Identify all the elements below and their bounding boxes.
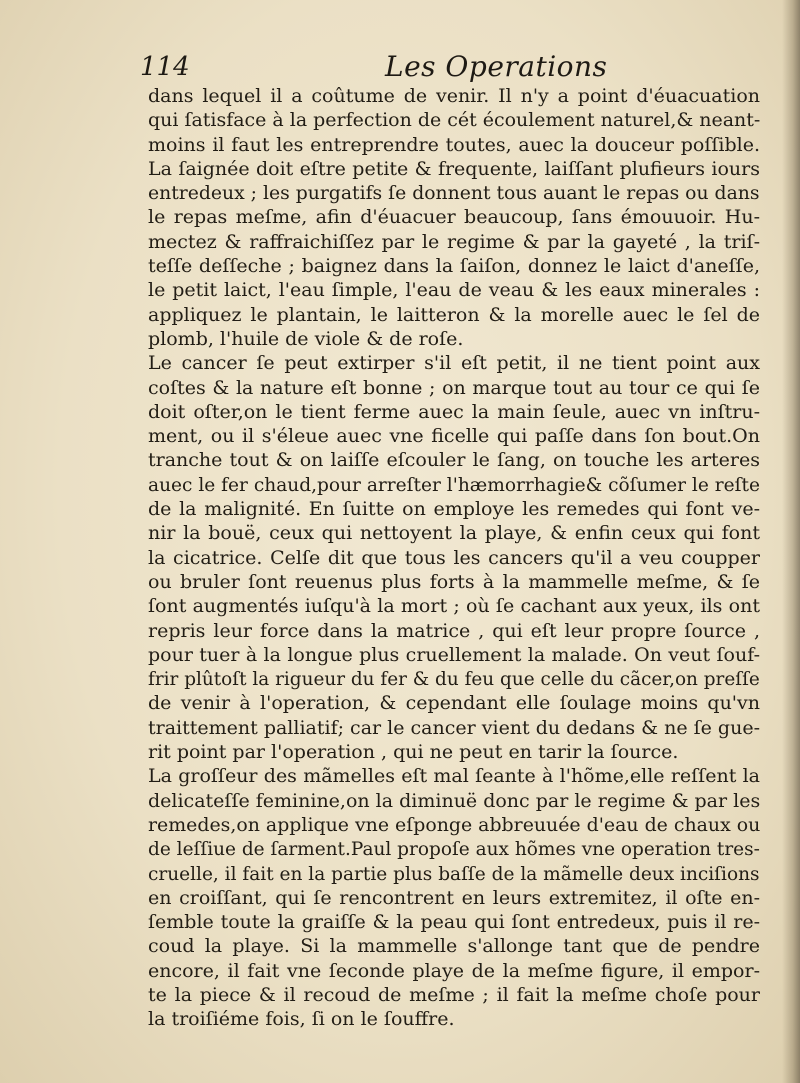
text-line: encore, il fait vne ſeconde playe de la meſme figure, il empor- xyxy=(148,959,760,982)
text-line: teſſe deſſeche ; baignez dans la ſaiſon, donnez le laict d'aneſſe, xyxy=(148,255,760,278)
text-line: mectez & raffraichiſſez par le regime & par la gayeté , la triſ- xyxy=(148,230,760,253)
text-line: delicateſſe feminine,on la diminuë donc par le regime & par les xyxy=(148,789,761,812)
text-line: remedes,on applique vne eſponge abbreuuée d'eau de chaux ou xyxy=(148,813,761,836)
text-line: tranche tout & on laiſſe eſcouler le ſang, on touche les arteres xyxy=(148,449,760,472)
text-line: en croiſſant, qui ſe rencontrent en leurs extremitez, il oſte en- xyxy=(148,886,760,909)
text-line: coud la playe. Si la mammelle s'allonge tant que de pendre xyxy=(148,935,760,958)
text-line: Le cancer ſe peut extirper s'il eſt petit, il ne tient point aux xyxy=(148,352,760,375)
text-line: qui ſatisface à la perfection de cét écoulement naturel,& neant- xyxy=(148,109,761,132)
text-line: La ſaignée doit eſtre petite & frequente, laiſſant plufieurs iours xyxy=(148,157,760,180)
text-line: de la malignité. En ſuitte on employe les remedes qui font ve- xyxy=(148,498,760,521)
text-line: nir la bouë, ceux qui nettoyent la playe, & enfin ceux qui font xyxy=(148,522,760,545)
text-line: doit oſter,on le tient ferme auec la main ſeule, auec vn inſtru- xyxy=(148,400,760,423)
body-text xyxy=(148,84,760,1032)
text-line: ou bruler ſont reuenus plus forts à la mammelle meſme, & ſe xyxy=(148,570,760,593)
text-line: le petit laict, l'eau ſimple, l'eau de veau & les eaux minerales : xyxy=(148,279,760,302)
text-line: le repas meſme, afin d'éuacuer beaucoup, ſans émouuoir. Hu- xyxy=(148,206,760,229)
text-line: coſtes & la nature eſt bonne ; on marque tout au tour ce qui ſe xyxy=(148,376,760,399)
running-head: Les Operations xyxy=(385,50,608,83)
text-line: pour tuer à la longue plus cruellement la malade. On veut ſouf- xyxy=(148,643,760,666)
text-line: entredeux ; les purgatifs ſe donnent tous auant le repas ou dans xyxy=(148,182,760,205)
text-line: traittement palliatif; car le cancer vient du dedans & ne ſe gue- xyxy=(148,716,760,739)
page-number: 114 xyxy=(140,52,190,82)
text-line: rit point par l'operation , qui ne peut en tarir la ſource. xyxy=(148,741,679,764)
text-line: cruelle, il fait en la partie plus baſſe de la mãmelle deux inciſions xyxy=(148,862,760,885)
text-line: la cicatrice. Celſe dit que tous les cancers qu'il a veu coupper xyxy=(148,546,760,569)
text-line: auec le fer chaud,pour arreſter l'hæmorrhagie& cõſumer le reſte xyxy=(148,473,760,496)
text-line: moins il faut les entreprendre toutes, auec la douceur poſſible. xyxy=(148,133,760,156)
text-line: de venir à l'operation, & cependant elle ſoulage moins qu'vn xyxy=(148,692,760,715)
text-line: la troiſiéme fois, ſi on le ſouffre. xyxy=(148,1008,455,1031)
text-line: de leſſiue de ſarment.Paul propoſe aux hõmes vne operation tres- xyxy=(148,838,760,861)
text-line: repris leur force dans la matrice , qui eſt leur propre ſource , xyxy=(148,619,760,642)
text-line: ſemble toute la graiſſe & la peau qui ſont entredeux, puis il re- xyxy=(148,911,760,934)
text-line: ſont augmentés iuſqu'à la mort ; où ſe cachant aux yeux, ils ont xyxy=(148,595,760,618)
text-line: dans lequel il a coûtume de venir. Il n'y a point d'éuacuation xyxy=(148,85,760,107)
text-line: La groſſeur des mãmelles eſt mal ſeante à l'hõme,elle reſſent la xyxy=(148,765,760,788)
page-gutter-shadow xyxy=(782,0,800,1083)
text-line: plomb, l'huile de viole & de roſe. xyxy=(148,327,464,350)
text-line: ment, ou il s'éleue auec vne ficelle qui paſſe dans ſon bout.On xyxy=(148,425,760,448)
text-line: te la piece & il recoud de meſme ; il fait la meſme choſe pour xyxy=(148,983,760,1006)
text-line: appliquez le plantain, le laitteron & la morelle auec le ſel de xyxy=(148,303,760,326)
text-line: frir plûtoſt la rigueur du fer & du feu que celle du cãcer,on preſſe xyxy=(148,668,760,691)
